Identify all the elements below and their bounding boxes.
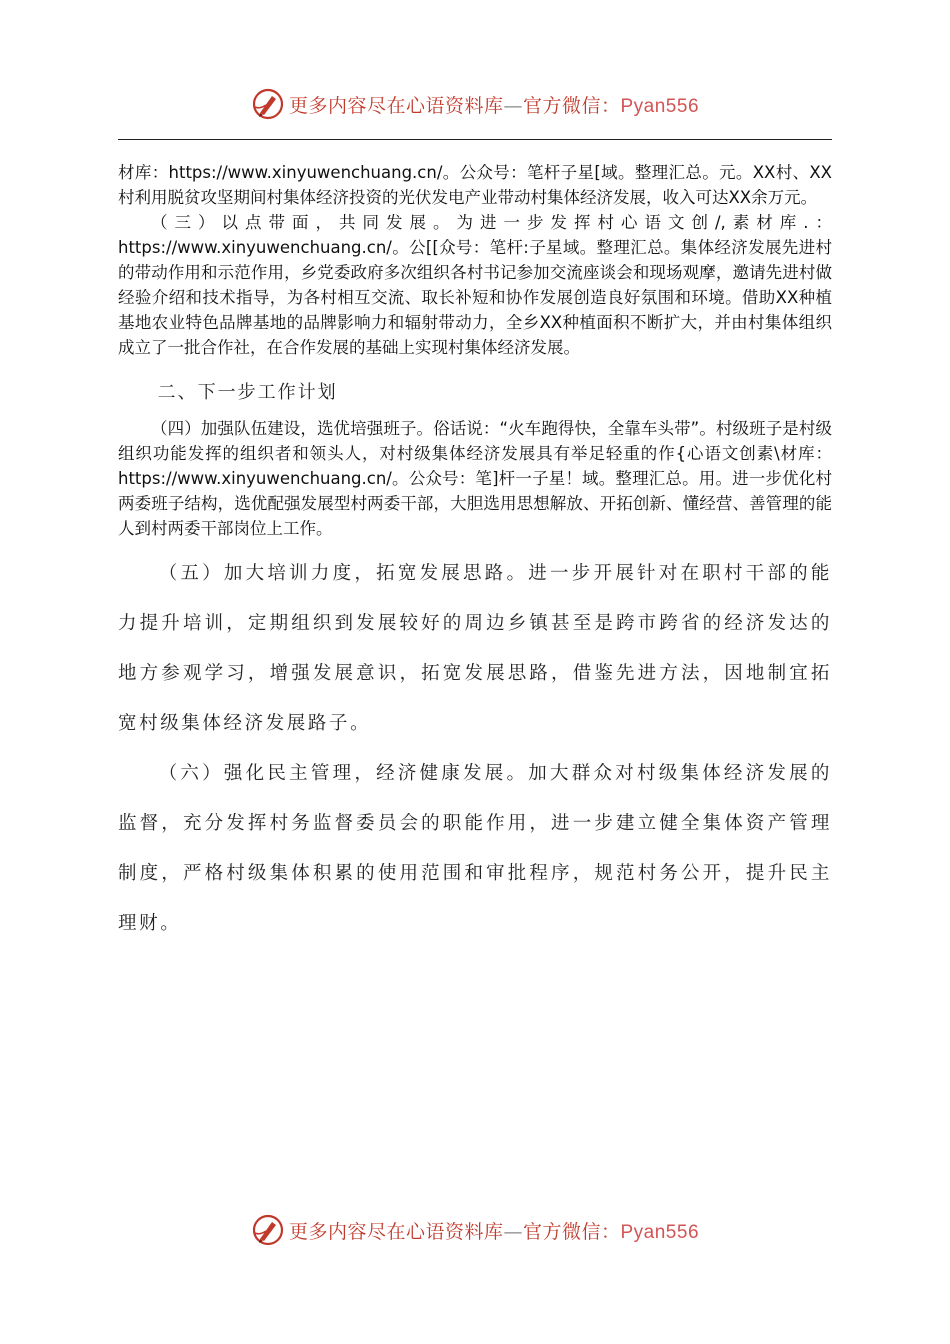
header-rule <box>118 139 832 140</box>
header-banner <box>0 84 950 124</box>
banner-wechat-label: 官方微信： <box>522 94 621 117</box>
document-body <box>118 160 832 949</box>
paragraph-1: 材库：https://www.xinyuwenchuang.cn/。公众号：笔杆子星[域。整理汇总。元。XX村、XX村利用脱贫攻坚期间村集体经济投资的光伏发电产业带动村集体经济发展，收入可达XX余万元。 <box>118 163 832 207</box>
paragraph-5: （六）强化民主管理，经济健康发展。加大群众对村级集体经济发展的监督，充分发挥村务监督委员会的职能作用，进一步建立健全集体资产管理制度，严格村级集体积累的使用范围和审批程序，规范村务公开，提升民主理财。 <box>118 763 832 934</box>
banner-wechat-label: 官方微信： <box>522 1220 621 1243</box>
banner-separator: — <box>503 1220 523 1243</box>
banner-handle: Pyan556 <box>620 95 700 117</box>
pen-in-circle-icon <box>251 87 285 121</box>
banner-prefix: 更多内容尽在心语资料库 <box>288 94 504 117</box>
banner-text <box>289 91 699 118</box>
footer-banner <box>0 1210 950 1250</box>
paragraph-3: （四）加强队伍建设，选优培强班子。俗话说：“火车跑得快，全靠车头带”。村级班子是村级组织功能发挥的组织者和领头人，对村级集体经济发展具有举足轻重的作{心语文创素\材库：https://www.xinyuwenchuang.cn/。公众号：笔]杆一子星！域。整理汇总。用。进一步优化村两委班子结构，选优配强发展型村两委干部，大胆选用思想解放、开拓创新、懂经营、善管理的能人到村两委干部岗位上工作。 <box>118 419 832 538</box>
paragraph-4: （五）加大培训力度，拓宽发展思路。进一步开展针对在职村干部的能力提升培训，定期组织到发展较好的周边乡镇甚至是跨市跨省的经济发达的地方参观学习，增强发展意识，拓宽发展思路，借鉴先进方法，因地制宜拓宽村级集体经济发展路子。 <box>118 563 832 734</box>
banner-handle: Pyan556 <box>620 1221 700 1243</box>
pen-in-circle-icon <box>251 1213 285 1247</box>
section-heading-2: 二、下一步工作计划 <box>157 382 338 403</box>
banner-text <box>289 1217 699 1244</box>
paragraph-2: （三）以点带面，共同发展。为进一步发挥村心语文创/,素材库.：https://www.xinyuwenchuang.cn/。公[[众号：笔杆:子星域。整理汇总。集体经济发展先进村的带动作用和示范作用，乡党委政府多次组织各村书记参加交流座谈会和现场观摩，邀请先进村做经验介绍和技术指导，为各村相互交流、取长补短和协作发展创造良好氛围和环境。借助XX种植基地农业特色品牌基地的品牌影响力和辐射带动力，全乡XX种植面积不断扩大，并由村集体组织成立了一批合作社，在合作发展的基础上实现村集体经济发展。 <box>118 213 832 357</box>
banner-prefix: 更多内容尽在心语资料库 <box>288 1220 504 1243</box>
banner-separator: — <box>503 94 523 117</box>
